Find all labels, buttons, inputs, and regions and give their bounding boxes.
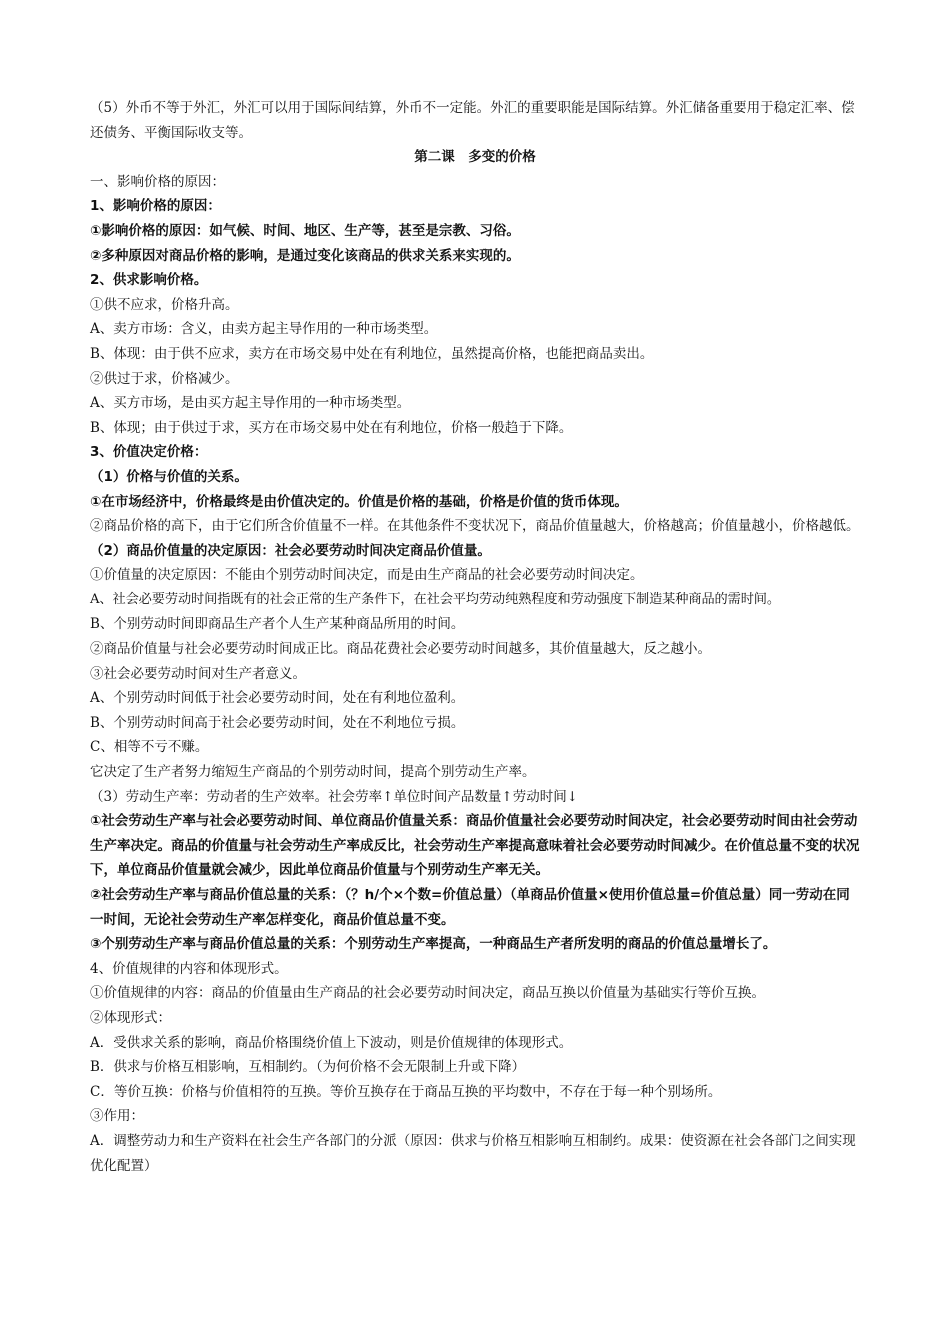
text-line: （3）劳动生产率：劳动者的生产效率。社会劳率↑单位时间产品数量↑劳动时间↓	[90, 788, 579, 805]
text-line: A、买方市场，是由买方起主导作用的一种市场类型。	[90, 395, 411, 412]
text-line: 它决定了生产者努力缩短生产商品的个别劳动时间，提高个别劳动生产率。	[90, 764, 536, 781]
text-line: B、体现；由于供过于求，买方在市场交易中处在有利地位，价格一般趋于下降。	[90, 419, 573, 436]
paragraph: ②商品价格的高下，由于它们所含价值量不一样。在其他条件不变状况下，商品价值量越大，价格越高；价值量越小，价格越低。	[90, 518, 860, 535]
bold-point: ①在市场经济中，价格最终是由价值决定的。价值是价格的基础，价格是价值的货币体现。	[90, 493, 628, 510]
subheading: 3、价值决定价格：	[90, 444, 208, 461]
text-line: A．受供求关系的影响，商品价格围绕价值上下波动，则是价值规律的体现形式。	[90, 1034, 573, 1051]
text-line: B、体现：由于供不应求，卖方在市场交易中处在有利地位，虽然提高价格，也能把商品卖出。	[90, 345, 654, 362]
subheading: （1）价格与价值的关系。	[90, 468, 248, 485]
text-line: A、卖方市场：含义，由卖方起主导作用的一种市场类型。	[90, 321, 438, 338]
text-line: B、个别劳动时间高于社会必要劳动时间，处在不利地位亏损。	[90, 714, 465, 731]
text-line: ①价值量的决定原因：不能由个别劳动时间决定，而是由生产商品的社会必要劳动时间决定。	[90, 567, 644, 584]
paragraph: A．调整劳动力和生产资料在社会生产各部门的分派（原因：供求与价格互相影响互相制约。成果：使资源在社会各部门之间实现优化配置）	[90, 1132, 856, 1174]
paragraph-foreign-currency: （5）外币不等于外汇，外汇可以用于国际间结算，外币不一定能。外汇的重要职能是国际结算。外汇储备重要用于稳定汇率、偿还债务、平衡国际收支等。	[90, 100, 855, 141]
document-body	[90, 96, 860, 1178]
subheading: 2、供求影响价格。	[90, 272, 208, 289]
bold-paragraph: ②社会劳动生产率与商品价值总量的关系：（？h/个×个数=价值总量）（单商品价值量×使用价值总量=价值总量）同一劳动在同一时间，无论社会劳动生产率怎样变化，商品价值总量不变。	[90, 887, 850, 928]
bold-point: ③个别劳动生产率与商品价值总量的关系：个别劳动生产率提高，一种商品生产者所发明的商品的价值总量增长了。	[90, 936, 777, 953]
text-line: 4、价值规律的内容和体现形式。	[90, 960, 288, 977]
text-line: C、相等不亏不赚。	[90, 739, 209, 756]
text-line: ①价值规律的内容：商品的价值量由生产商品的社会必要劳动时间决定，商品互换以价值量为基础实行等价互换。	[90, 985, 765, 1002]
text-line: B．供求与价格互相影响，互相制约。（为何价格不会无限制上升或下降）	[90, 1059, 526, 1076]
section-heading: 一、影响价格的原因：	[90, 173, 225, 190]
text-line: C．等价互换：价格与价值相符的互换。等价互换存在于商品互换的平均数中，不存在于每一种个别场所。	[90, 1083, 722, 1100]
text-line: ③社会必要劳动时间对生产者意义。	[90, 665, 306, 682]
text-line: ③作用：	[90, 1108, 144, 1125]
text-line: A、社会必要劳动时间指既有的社会正常的生产条件下，在社会平均劳动纯熟程度和劳动强度下制造某种商品的需时间。	[90, 591, 780, 607]
bold-paragraph: ①社会劳动生产率与社会必要劳动时间、单位商品价值量关系：商品价值量社会必要劳动时间决定，社会必要劳动时间由社会劳动生产率决定。商品的价值量与社会劳动生产率成反比，社会劳动生产率提高意味着社会必要劳动时间减少。在价值总量不变的状况下，单位商品价值量就会减少，因此单位商品价值量与个别劳动生产率无关。	[90, 813, 860, 879]
text-line: ①供不应求，价格升高。	[90, 296, 239, 313]
text-line: ②供过于求，价格减少。	[90, 370, 239, 387]
text-line: ②商品价值量与社会必要劳动时间成正比。商品花费社会必要劳动时间越多，其价值量越大，反之越小。	[90, 641, 711, 658]
text-line: ②体现形式：	[90, 1009, 171, 1026]
text-line: A、个别劳动时间低于社会必要劳动时间，处在有利地位盈利。	[90, 690, 465, 707]
lesson-title: 第二课 多变的价格	[414, 149, 536, 166]
subheading: 1、影响价格的原因：	[90, 198, 221, 215]
text-line: B、个别劳动时间即商品生产者个人生产某种商品所用的时间。	[90, 616, 465, 633]
bold-point: ②多种原因对商品价格的影响，是通过变化该商品的供求关系来实现的。	[90, 247, 520, 264]
subheading: （2）商品价值量的决定原因：社会必要劳动时间决定商品价值量。	[90, 542, 491, 559]
bold-point: ①影响价格的原因：如气候、时间、地区、生产等，甚至是宗教、习俗。	[90, 222, 520, 239]
